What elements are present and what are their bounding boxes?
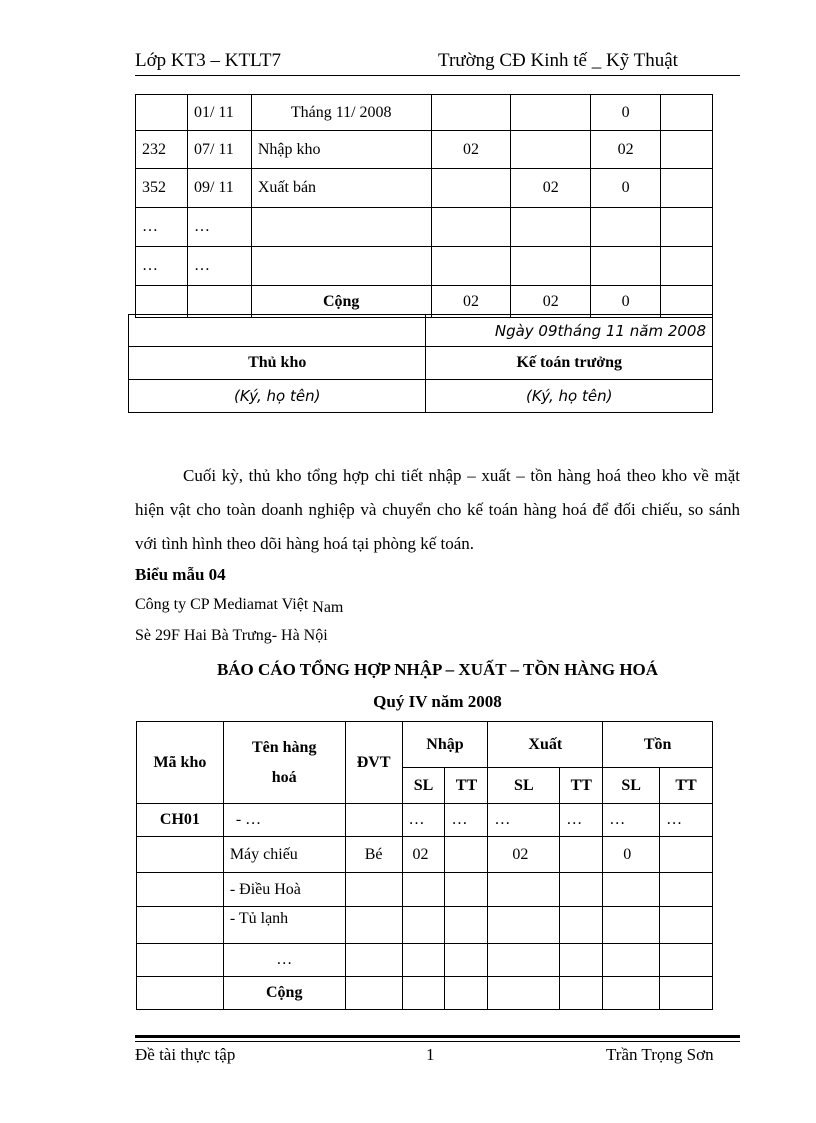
footer-right: Trần Trọng Sơn [606, 1045, 714, 1064]
export-qty-cell [488, 907, 560, 944]
import-amount-cell [445, 977, 488, 1010]
doc-number-cell [136, 95, 188, 131]
note-cell [661, 169, 713, 208]
stock-cell: 02 [591, 131, 661, 169]
company-name-suffix: Nam [312, 599, 344, 616]
description-cell: Tháng 11/ 2008 [251, 95, 431, 131]
export-cell [511, 131, 591, 169]
storekeeper-sign-note: (Ký, họ tên) [129, 380, 426, 413]
unit-cell [345, 804, 402, 837]
table-row [137, 944, 713, 977]
chief-accountant-sign-note: (Ký, họ tên) [426, 380, 713, 413]
report-subtitle: Quý IV năm 2008 [373, 692, 502, 711]
body-paragraph: Cuối kỳ, thủ kho tổng hợp chi tiết nhập – xuất – tồn hàng hoá theo kho về mặt hiện vật cho toàn doanh nghiệp và chuyển cho kế toán hàng hoá để đối chiếu, so sánh với tình hình theo dõi hàng hoá tại phòng kế toán. [135, 466, 740, 553]
stock-amount-cell: … [660, 804, 713, 837]
export-amount-cell [560, 977, 603, 1010]
export-qty-cell: 02 [488, 837, 560, 873]
warehouse-cell [137, 977, 224, 1010]
unit-cell: Bé [345, 837, 402, 873]
stock-cell [591, 208, 661, 247]
stock-cell [591, 247, 661, 286]
export-cell: 02 [511, 286, 591, 318]
export-amount-cell [560, 944, 603, 977]
company-address: Sè 29F Hai Bà Trưng- Hà Nội [135, 627, 328, 644]
description-cell [251, 247, 431, 286]
export-qty-cell: … [488, 804, 560, 837]
import-qty-cell [402, 977, 445, 1010]
table-row [136, 208, 713, 247]
stock-amount-cell [660, 944, 713, 977]
date-cell: 09/ 11 [187, 169, 251, 208]
import-amount-cell [445, 837, 488, 873]
import-cell: 02 [431, 286, 511, 318]
footer-rule-thick [135, 1035, 740, 1038]
col-header-export-qty: SL [488, 768, 560, 804]
stock-qty-cell [603, 944, 660, 977]
footer-left: Đề tài thực tập [135, 1045, 236, 1064]
note-cell [661, 208, 713, 247]
stock-cell: 0 [591, 169, 661, 208]
export-cell [511, 247, 591, 286]
signature-date: Ngày 09tháng 11 năm 2008 [426, 315, 713, 347]
company-name [135, 596, 343, 614]
export-cell [511, 208, 591, 247]
stock-qty-cell [603, 907, 660, 944]
stock-card-table [135, 94, 713, 318]
description-cell [251, 208, 431, 247]
company-name-text: Công ty CP Mediamat Việt [135, 596, 309, 613]
form-label: Biểu mẫu 04 [135, 565, 226, 584]
col-header-warehouse: Mã kho [137, 722, 224, 804]
table-row [136, 169, 713, 208]
stock-qty-cell [603, 977, 660, 1010]
doc-number-cell: 232 [136, 131, 188, 169]
stock-amount-cell [660, 977, 713, 1010]
stock-qty-cell [603, 873, 660, 907]
unit-cell [345, 944, 402, 977]
note-cell [661, 131, 713, 169]
col-header-export: Xuất [488, 722, 603, 768]
col-header-export-amount: TT [560, 768, 603, 804]
col-header-product: Tên hàng hoá [223, 722, 345, 804]
col-header-import-amount: TT [445, 768, 488, 804]
stock-cell: 0 [591, 95, 661, 131]
report-table [136, 721, 713, 1010]
doc-number-cell: … [136, 208, 188, 247]
export-amount-cell: … [560, 804, 603, 837]
page-number: 1 [426, 1045, 435, 1064]
export-amount-cell [560, 907, 603, 944]
unit-cell [345, 907, 402, 944]
table-row [137, 907, 713, 944]
product-cell: … [223, 944, 345, 977]
col-header-import-qty: SL [402, 768, 445, 804]
date-cell: … [187, 208, 251, 247]
description-cell: Nhập kho [251, 131, 431, 169]
import-cell [431, 169, 511, 208]
import-amount-cell [445, 873, 488, 907]
date-cell: 01/ 11 [187, 95, 251, 131]
warehouse-cell [137, 944, 224, 977]
stock-amount-cell [660, 907, 713, 944]
doc-number-cell: 352 [136, 169, 188, 208]
export-amount-cell [560, 837, 603, 873]
import-qty-cell: 02 [402, 837, 445, 873]
import-amount-cell: … [445, 804, 488, 837]
stock-amount-cell [660, 837, 713, 873]
export-qty-cell [488, 944, 560, 977]
export-cell [511, 95, 591, 131]
product-cell: Máy chiếu [223, 837, 345, 873]
date-cell: 07/ 11 [187, 131, 251, 169]
import-cell: 02 [431, 131, 511, 169]
total-label-cell: Cộng [223, 977, 345, 1010]
signature-table [128, 314, 713, 413]
stock-qty-cell: 0 [603, 837, 660, 873]
product-cell: - Tủ lạnh [223, 907, 345, 944]
col-header-stock: Tồn [603, 722, 713, 768]
import-qty-cell [402, 907, 445, 944]
import-qty-cell [402, 944, 445, 977]
col-header-unit: ĐVT [345, 722, 402, 804]
export-qty-cell [488, 873, 560, 907]
import-cell [431, 247, 511, 286]
import-amount-cell [445, 944, 488, 977]
unit-cell [345, 977, 402, 1010]
product-cell: - Điều Hoà [223, 873, 345, 907]
footer-rule-thin [135, 1041, 740, 1042]
doc-number-cell: … [136, 247, 188, 286]
export-cell: 02 [511, 169, 591, 208]
note-cell [661, 95, 713, 131]
import-cell [431, 95, 511, 131]
import-qty-cell: … [402, 804, 445, 837]
col-header-import: Nhập [402, 722, 488, 768]
header-rule [135, 75, 740, 76]
product-cell: - … [223, 804, 345, 837]
unit-cell [345, 873, 402, 907]
table-row [137, 804, 713, 837]
description-cell: Xuất bán [251, 169, 431, 208]
table-row [136, 247, 713, 286]
import-cell [431, 208, 511, 247]
warehouse-cell [137, 837, 224, 873]
stock-amount-cell [660, 873, 713, 907]
note-cell [661, 286, 713, 318]
date-cell [187, 286, 251, 318]
doc-number-cell [136, 286, 188, 318]
col-header-stock-amount: TT [660, 768, 713, 804]
table-row [137, 977, 713, 1010]
date-cell: … [187, 247, 251, 286]
stock-cell: 0 [591, 286, 661, 318]
note-cell [661, 247, 713, 286]
col-header-stock-qty: SL [603, 768, 660, 804]
warehouse-cell: CH01 [137, 804, 224, 837]
table-row [136, 131, 713, 169]
header-left: Lớp KT3 – KTLT7 [135, 50, 282, 71]
import-qty-cell [402, 873, 445, 907]
header-right: Trường CĐ Kinh tế _ Kỹ Thuật [438, 50, 678, 71]
total-label-cell: Cộng [251, 286, 431, 318]
table-row [136, 95, 713, 131]
stock-qty-cell: … [603, 804, 660, 837]
export-amount-cell [560, 873, 603, 907]
report-title: BÁO CÁO TỔNG HỢP NHẬP – XUẤT – TỒN HÀNG HOÁ [216, 660, 659, 679]
import-amount-cell [445, 907, 488, 944]
storekeeper-title: Thủ kho [129, 347, 426, 380]
export-qty-cell [488, 977, 560, 1010]
table-row [137, 837, 713, 873]
warehouse-cell [137, 907, 224, 944]
table-row [137, 873, 713, 907]
chief-accountant-title: Kế toán trưởng [426, 347, 713, 380]
table-row [136, 286, 713, 318]
warehouse-cell [137, 873, 224, 907]
